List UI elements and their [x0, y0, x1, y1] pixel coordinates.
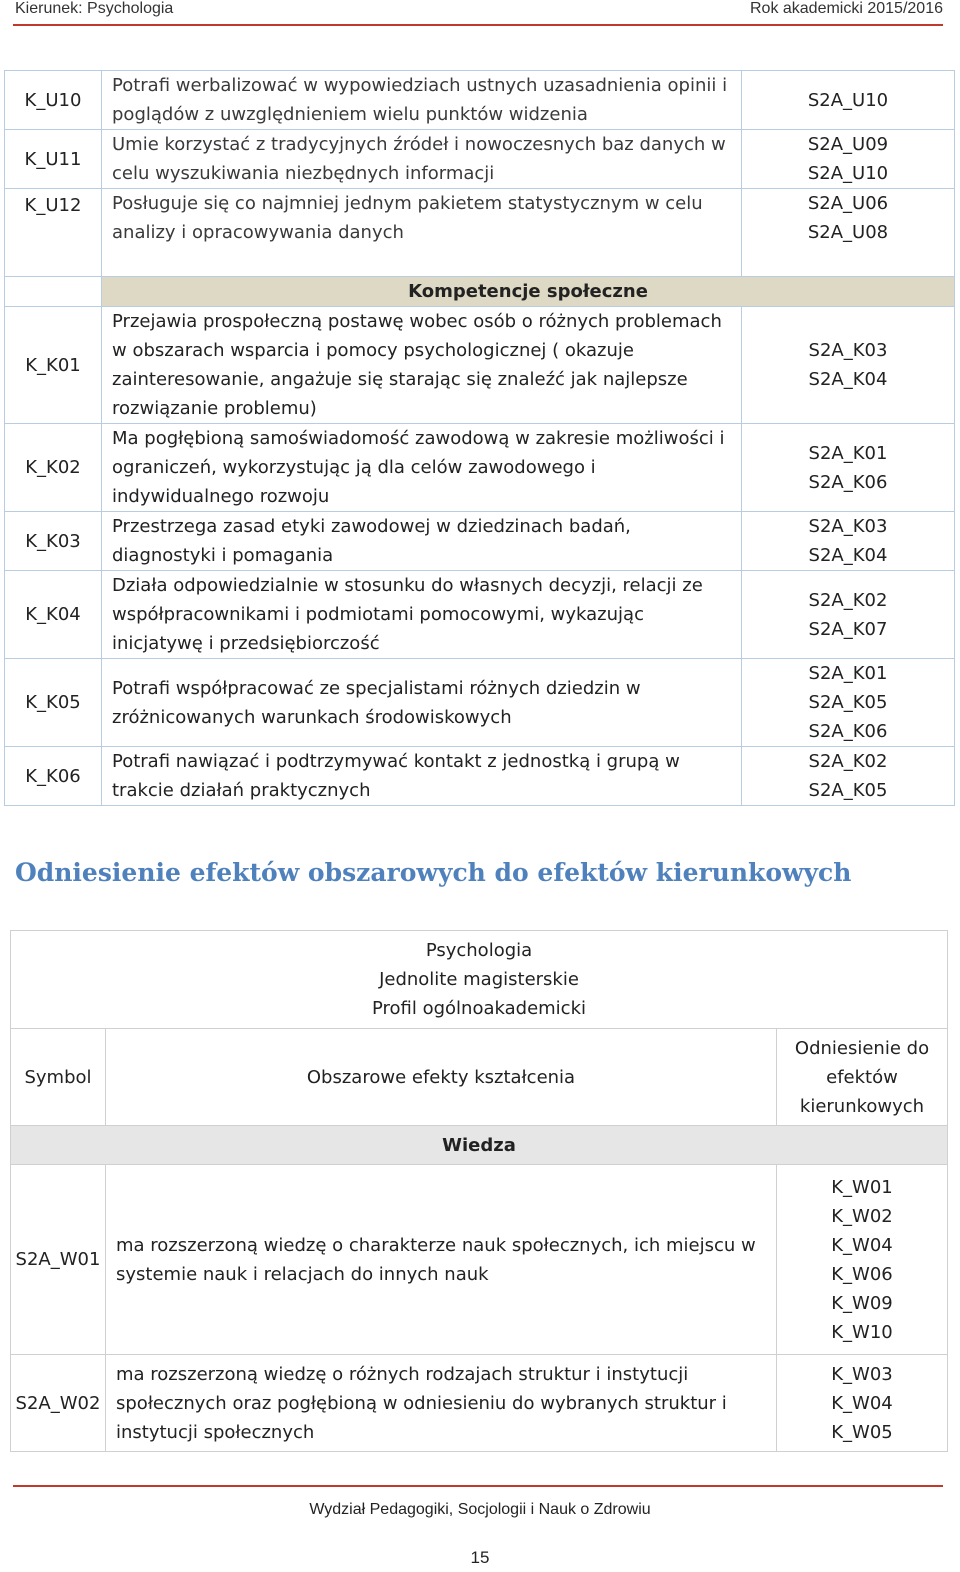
column-header-reference: Odniesienie do efektów kierunkowych [777, 1029, 948, 1126]
section-title: Wiedza [11, 1126, 948, 1165]
outcome-references [742, 424, 955, 512]
effect-description: ma rozszerzoną wiedzę o różnych rodzajach struktur i instytucji społecznych oraz pogłębioną w odniesieniu do wybranych struktur i instytucji społecznych [106, 1355, 777, 1452]
program-info [11, 931, 948, 1029]
reference-code: K_W01 [831, 1176, 893, 1198]
section-row [5, 277, 955, 307]
table-row [5, 747, 955, 806]
reference-code: S2A_U08 [807, 222, 889, 243]
outcome-references [742, 189, 955, 277]
section-heading: Odniesienie efektów obszarowych do efektów kierunkowych [15, 858, 852, 887]
effect-references [777, 1165, 948, 1355]
reference-code: K_W05 [831, 1421, 893, 1443]
outcome-description: Przejawia prospołeczną postawę wobec osób o różnych problemach w obszarach wsparcia i pomocy psychologicznej ( okazuje zainteresowanie, angażuje się starając się znaleźć jak najlepsze rozwiązanie problemu) [102, 307, 742, 424]
reference-code: S2A_K02 [808, 751, 888, 772]
reference-code: K_W03 [831, 1363, 893, 1385]
outcome-description: Potrafi nawiązać i podtrzymywać kontakt z jednostką i grupą w trakcie działań praktycznych [102, 747, 742, 806]
table-row [5, 571, 955, 659]
outcome-code: K_U12 [5, 189, 102, 277]
reference-code: S2A_K04 [808, 545, 888, 566]
reference-code: S2A_K01 [808, 663, 888, 684]
reference-code: S2A_K02 [808, 589, 888, 611]
page-header [0, 0, 960, 22]
header-rule [13, 24, 943, 26]
section-title: Kompetencje społeczne [102, 277, 955, 307]
table-row [5, 130, 955, 189]
outcome-code: K_K02 [5, 424, 102, 512]
area-effects-table [10, 930, 948, 1452]
column-header-row [11, 1029, 948, 1126]
column-header-symbol: Symbol [11, 1029, 106, 1126]
program-name: Kierunek: Psychologia [15, 0, 174, 17]
reference-code: K_W02 [831, 1205, 893, 1227]
faculty-name: Wydział Pedagogiki, Socjologii i Nauk o Zdrowiu [309, 1501, 651, 1518]
outcome-description: Działa odpowiedzialnie w stosunku do własnych decyzji, relacji ze współpracownikami i podmiotami pomocowymi, wykazując inicjatywę i przedsiębiorczość [102, 571, 742, 659]
reference-code: S2A_U06 [807, 193, 889, 214]
outcome-description: Przestrzega zasad etyki zawodowej w dziedzinach badań, diagnostyki i pomagania [102, 512, 742, 571]
table-row [5, 659, 955, 747]
outcome-references [742, 747, 955, 806]
table-row [5, 512, 955, 571]
reference-code: S2A_K03 [808, 516, 888, 537]
academic-year: Rok akademicki 2015/2016 [749, 0, 943, 17]
reference-code: S2A_U10 [807, 89, 889, 111]
table-row [11, 1355, 948, 1452]
table-row [5, 71, 955, 130]
field-of-study: Psychologia [425, 940, 533, 961]
outcome-code: K_K01 [5, 307, 102, 424]
reference-code: K_W04 [831, 1234, 893, 1256]
table-row [5, 307, 955, 424]
effect-symbol: S2A_W02 [11, 1355, 106, 1452]
study-profile: Profil ogólnoakademicki [371, 998, 586, 1019]
outcome-references [742, 307, 955, 424]
reference-code: K_W10 [831, 1321, 893, 1343]
outcome-code: K_U11 [5, 130, 102, 189]
reference-code: S2A_U10 [807, 163, 889, 184]
reference-code: S2A_K06 [808, 721, 888, 742]
outcome-description: Ma pogłębioną samoświadomość zawodową w zakresie możliwości i ograniczeń, wykorzystując ją dla celów zawodowego i indywidualnego rozwoju [102, 424, 742, 512]
table-row [5, 424, 955, 512]
reference-code: S2A_K01 [808, 442, 888, 464]
learning-outcomes-table [4, 70, 955, 806]
reference-code: K_W09 [831, 1292, 893, 1314]
outcome-description: Potrafi werbalizować w wypowiedziach ustnych uzasadnienia opinii i poglądów z uwzględnieniem wielu punktów widzenia [102, 71, 742, 130]
outcome-code: K_K05 [5, 659, 102, 747]
outcome-description: Potrafi współpracować ze specjalistami różnych dziedzin w zróżnicowanych warunkach środowiskowych [102, 659, 742, 747]
outcome-description: Posługuje się co najmniej jednym pakietem statystycznym w celu analizy i opracowywania danych [102, 189, 742, 277]
reference-code: S2A_K05 [808, 692, 888, 713]
reference-code: S2A_K04 [808, 369, 888, 390]
reference-code: K_W06 [831, 1263, 893, 1285]
outcome-references [742, 659, 955, 747]
reference-code: S2A_K05 [808, 780, 888, 801]
outcome-code: K_K04 [5, 571, 102, 659]
column-header-effects: Obszarowe efekty kształcenia [106, 1029, 777, 1126]
outcome-code: K_U10 [5, 71, 102, 130]
section-row [11, 1126, 948, 1165]
outcome-code: K_K03 [5, 512, 102, 571]
table-row [11, 1165, 948, 1355]
outcome-references [742, 130, 955, 189]
footer-rule [13, 1485, 943, 1487]
outcome-references [742, 571, 955, 659]
reference-code: S2A_K03 [808, 340, 888, 361]
outcome-references [742, 512, 955, 571]
effect-description: ma rozszerzoną wiedzę o charakterze nauk społecznych, ich miejscu w systemie nauk i relacjach do innych nauk [106, 1165, 777, 1355]
reference-code: S2A_U09 [807, 134, 889, 155]
table-row [5, 189, 955, 277]
reference-code: S2A_K06 [808, 471, 888, 493]
study-level: Jednolite magisterskie [379, 969, 579, 990]
page-number: 15 [470, 1548, 490, 1567]
effect-symbol: S2A_W01 [11, 1165, 106, 1355]
program-header-row [11, 931, 948, 1029]
outcome-description: Umie korzystać z tradycyjnych źródeł i nowoczesnych baz danych w celu wyszukiwania niezbędnych informacji [102, 130, 742, 189]
effect-references [777, 1355, 948, 1452]
reference-code: S2A_K07 [808, 618, 888, 640]
reference-code: K_W04 [831, 1392, 893, 1414]
outcome-references [742, 71, 955, 130]
empty-cell [5, 277, 102, 307]
outcome-code: K_K06 [5, 747, 102, 806]
